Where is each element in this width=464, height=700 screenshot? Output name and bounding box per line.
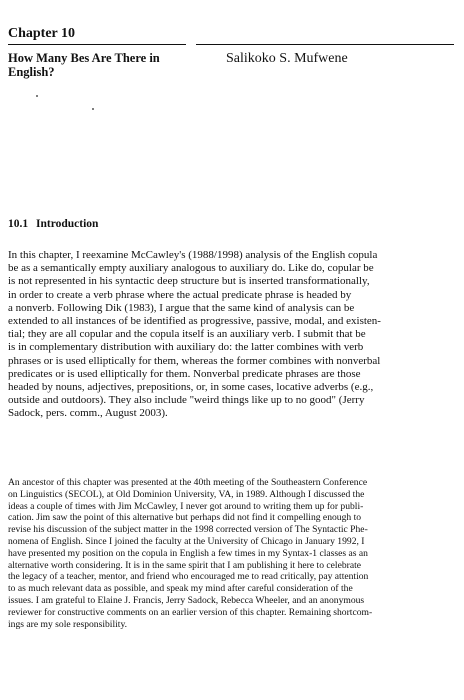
author-name: Salikoko S. Mufwene	[226, 51, 348, 66]
note-line: reviewer for constructive comments on an earlier version of this chapter. Remaining shortcom-	[8, 606, 373, 618]
note-line: cation. Jim saw the point of this alternative but perhaps did not find it compelling enough to	[8, 512, 362, 524]
body-line: is not represented in his syntactic deep structure but is inserted transformationally,	[8, 275, 370, 288]
note-line: revise his discussion of the subject matter in the 1998 corrected version of The Syntactic Phe-	[8, 524, 368, 536]
scan-speck	[36, 95, 38, 97]
note-line: alternative worth considering. It is in the same spirit that I am publishing it here to celebrate	[8, 559, 362, 571]
section-number: 10.1	[8, 218, 29, 230]
note-line: nomena of English. Since I joined the faculty at the University of Chicago in January 1992, I	[8, 535, 365, 547]
section-title: Introduction	[36, 218, 99, 230]
note-line: on Linguistics (SECOL), at Old Dominion University, VA, in 1989. Although I discussed the	[8, 488, 365, 500]
note-line: ings are my sole responsibility.	[8, 618, 128, 630]
header-rule-left	[8, 44, 186, 45]
body-line: a nonverb. Following Dik (1983), I argue that the same kind of analysis can be	[8, 301, 355, 314]
body-line: outside and outdoors). They also include "weird things like up to no good" (Jerry	[8, 394, 365, 407]
chapter-title-line: How Many Bes Are There in	[8, 51, 160, 65]
body-line: In this chapter, I reexamine McCawley's (1988/1998) analysis of the English copula	[8, 249, 378, 261]
acknowledgment-note	[8, 477, 454, 630]
body-line: in order to create a verb phrase where the actual predicate phrase is headed by	[8, 288, 352, 301]
note-line: have presented my position on the copula in English a few times in my Syntax-1 classes as an	[8, 547, 368, 559]
body-line: be as a semantically empty auxiliary analogous to auxiliary do. Like do, copular be	[8, 262, 374, 275]
note-line: to as much relevant data as possible, and speak my mind after careful consideration of the	[8, 583, 353, 595]
body-line: headed by nouns, adjectives, prepositions, or, in some cases, locative adverbs (e.g.,	[8, 381, 374, 394]
scan-speck	[92, 108, 94, 110]
body-line: extended to all instances of be identified as progressive, passive, modal, and existen-	[8, 315, 381, 328]
section-heading	[8, 217, 98, 231]
note-line: ideas a couple of times with Jim McCawley, I never got around to writing them up for publi-	[8, 500, 364, 512]
header-rule-right	[196, 44, 454, 45]
note-line: the legacy of a teacher, mentor, and friend who encouraged me to read critically, pay attention	[8, 571, 369, 583]
chapter-title-line: English?	[8, 65, 55, 79]
note-line: issues. I am grateful to Elaine J. Francis, Jerry Sadock, Rebecca Wheeler, and an anonymous	[8, 594, 365, 606]
body-line: tial; they are all copular and the copula itself is an auxiliary verb. I submit that be	[8, 328, 366, 341]
body-line: is in complementary distribution with auxiliary do: the latter combines with verb	[8, 341, 364, 354]
body-line: phrases or is used elliptically for them, whereas the former combines with nonverbal	[8, 354, 381, 367]
chapter-title	[8, 51, 188, 79]
body-line: Sadock, pers. comm., August 2003).	[8, 407, 168, 420]
body-line: predicates or is used elliptically for them. Nonverbal predicate phrases are those	[8, 367, 361, 380]
chapter-label: Chapter 10	[8, 26, 76, 41]
body-paragraph	[8, 249, 454, 421]
note-line: An ancestor of this chapter was presented at the 40th meeting of the Southeastern Conference	[8, 477, 368, 488]
